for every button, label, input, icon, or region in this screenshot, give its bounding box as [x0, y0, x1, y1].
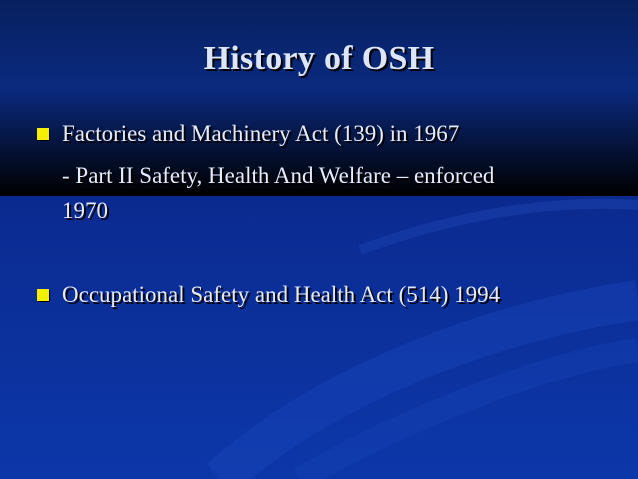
bullet-1-text: Factories and Machinery Act (139) in 1967 — [62, 121, 460, 146]
bullet-icon — [37, 289, 49, 301]
bullet-1-subline-2: 1970 — [62, 198, 108, 223]
bullet-icon — [37, 128, 49, 140]
bullet-1-subline-1: - Part II Safety, Health And Welfare – enforced — [62, 163, 495, 188]
bullet-2-text: Occupational Safety and Health Act (514) 1994 — [62, 282, 501, 307]
slide-title: History of OSH — [203, 40, 435, 77]
